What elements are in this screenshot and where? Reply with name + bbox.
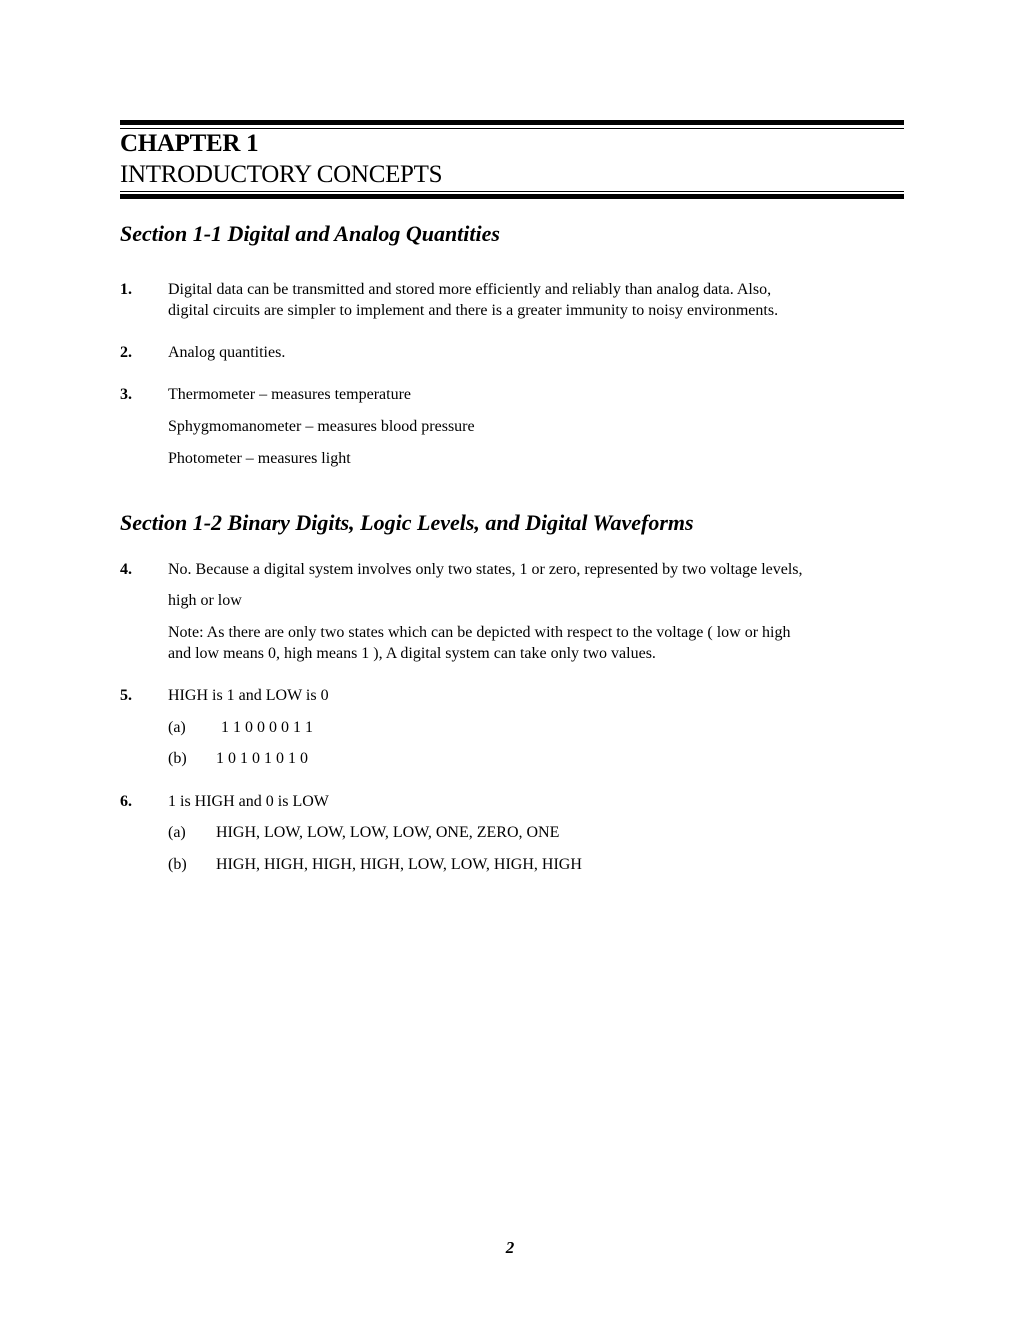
item-3-line-1: Thermometer – measures temperature xyxy=(168,386,411,403)
item-3-line-3: Photometer – measures light xyxy=(168,450,351,467)
item-6-part-b-label: (b) xyxy=(168,856,187,873)
item-5-part-a-label: (a) xyxy=(168,719,186,736)
item-2-line-1: Analog quantities. xyxy=(168,344,286,361)
item-6-part-a-label: (a) xyxy=(168,824,186,841)
item-number-1: 1. xyxy=(120,281,132,298)
item-5-part-b-label: (b) xyxy=(168,750,187,767)
item-4-note-line-2: and low means 0, high means 1 ), A digital system can take only two values. xyxy=(168,645,656,662)
item-6-part-a-value: HIGH, LOW, LOW, LOW, LOW, ONE, ZERO, ONE xyxy=(216,824,560,841)
item-number-4: 4. xyxy=(120,561,132,578)
item-1-line-2: digital circuits are simpler to implement and there is a greater immunity to noisy environments. xyxy=(168,302,779,319)
item-number-3: 3. xyxy=(120,386,132,403)
item-3-line-2: Sphygmomanometer – measures blood pressure xyxy=(168,418,475,435)
item-4-line-1: No. Because a digital system involves only two states, 1 or zero, represented by two voltage levels, xyxy=(168,561,803,578)
section-heading-1-2: Section 1-2 Binary Digits, Logic Levels, and Digital Waveforms xyxy=(120,510,694,535)
item-6-part-b-value: HIGH, HIGH, HIGH, HIGH, LOW, LOW, HIGH, HIGH xyxy=(216,856,582,873)
item-5-line-1: HIGH is 1 and LOW is 0 xyxy=(168,687,329,704)
item-6-line-1: 1 is HIGH and 0 is LOW xyxy=(168,793,329,810)
item-5-part-a-value: 1 1 0 0 0 0 1 1 xyxy=(221,719,313,736)
page-number: 2 xyxy=(505,1238,515,1257)
item-5-part-b-value: 1 0 1 0 1 0 1 0 xyxy=(216,750,308,767)
item-4-note-line-1: Note: As there are only two states which can be depicted with respect to the voltage ( low or high xyxy=(168,624,791,641)
item-number-6: 6. xyxy=(120,793,132,810)
section-heading-1-1: Section 1-1 Digital and Analog Quantities xyxy=(120,221,500,246)
item-number-5: 5. xyxy=(120,687,132,704)
item-1-line-1: Digital data can be transmitted and stored more efficiently and reliably than analog data. Also, xyxy=(168,281,772,298)
chapter-rule-bottom-thin xyxy=(120,191,904,192)
chapter-number: CHAPTER 1 xyxy=(120,130,259,157)
chapter-title: INTRODUCTORY CONCEPTS xyxy=(120,161,443,188)
item-number-2: 2. xyxy=(120,344,132,361)
chapter-rule-bottom-thick xyxy=(120,194,904,199)
item-4-line-2: high or low xyxy=(168,592,242,609)
chapter-rule-top-thick xyxy=(120,120,904,125)
